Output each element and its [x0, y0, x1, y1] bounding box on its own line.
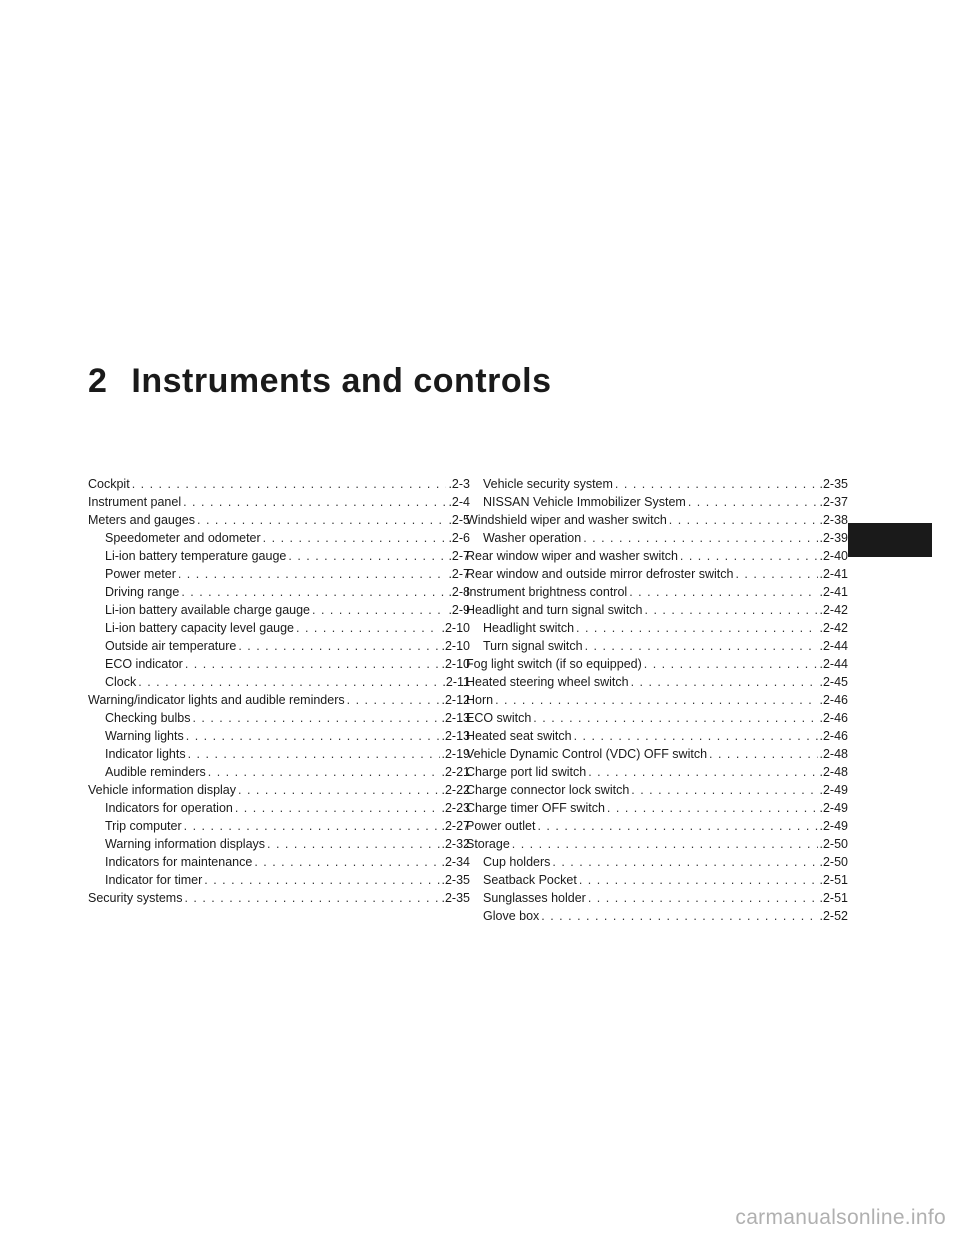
- toc-left-column: [88, 475, 470, 907]
- toc-leader-dots: [552, 853, 817, 871]
- toc-leader-dots: [235, 799, 440, 817]
- toc-leader-dots: [181, 583, 446, 601]
- toc-entry-page: .2-49: [819, 819, 848, 833]
- toc-entry-label: Turn signal switch: [483, 639, 583, 653]
- toc-entry-label: Horn: [466, 693, 494, 707]
- toc-entry[interactable]: [88, 637, 470, 655]
- toc-entry-label: Headlight switch: [483, 621, 575, 635]
- toc-leader-dots: [631, 673, 818, 691]
- toc-entry-page: .2-22: [441, 783, 470, 797]
- toc-leader-dots: [533, 709, 817, 727]
- toc-entry-label: Power outlet: [466, 819, 536, 833]
- toc-entry-page: .2-7: [448, 549, 470, 563]
- toc-entry-page: .2-48: [819, 765, 848, 779]
- toc-entry-page: .2-9: [448, 603, 470, 617]
- toc-entry[interactable]: [466, 817, 848, 835]
- toc-entry-label: Li-ion battery temperature gauge: [105, 549, 287, 563]
- toc-entry-page: .2-37: [819, 495, 848, 509]
- toc-leader-dots: [735, 565, 817, 583]
- toc-entry-label: Warning information displays: [105, 837, 266, 851]
- toc-entry-page: .2-13: [441, 729, 470, 743]
- chapter-tab: [848, 523, 932, 557]
- toc-entry-label: Power meter: [105, 567, 176, 581]
- toc-entry[interactable]: [88, 691, 470, 709]
- toc-entry-label: Storage: [466, 837, 510, 851]
- toc-entry-label: Indicator for timer: [105, 873, 203, 887]
- toc-entry[interactable]: [88, 871, 470, 889]
- toc-leader-dots: [669, 511, 818, 529]
- toc-entry[interactable]: [88, 781, 470, 799]
- toc-entry[interactable]: [466, 565, 848, 583]
- toc-entry[interactable]: [88, 673, 470, 691]
- toc-entry-label: Heated steering wheel switch: [466, 675, 629, 689]
- toc-entry-page: .2-19: [441, 747, 470, 761]
- toc-entry[interactable]: [466, 529, 848, 547]
- toc-entry-page: .2-42: [819, 603, 848, 617]
- toc-entry-page: .2-39: [819, 531, 848, 545]
- toc-entry[interactable]: [88, 529, 470, 547]
- toc-entry-page: .2-32: [441, 837, 470, 851]
- toc-entry[interactable]: [88, 619, 470, 637]
- toc-entry[interactable]: [466, 709, 848, 727]
- toc-entry-page: .2-48: [819, 747, 848, 761]
- toc-leader-dots: [238, 781, 440, 799]
- toc-entry-page: .2-10: [441, 657, 470, 671]
- toc-entry[interactable]: [466, 583, 848, 601]
- toc-leader-dots: [631, 781, 817, 799]
- toc-leader-dots: [512, 835, 818, 853]
- toc-entry-label: Clock: [105, 675, 137, 689]
- toc-entry-label: Vehicle Dynamic Control (VDC) OFF switch: [466, 747, 708, 761]
- toc-leader-dots: [184, 817, 440, 835]
- toc-entry-page: .2-3: [448, 477, 470, 491]
- toc-entry-label: Sunglasses holder: [483, 891, 586, 905]
- toc-leader-dots: [178, 565, 447, 583]
- toc-entry-label: Fog light switch (if so equipped): [466, 657, 642, 671]
- toc-leader-dots: [615, 475, 818, 493]
- toc-entry-page: .2-23: [441, 801, 470, 815]
- toc-entry-label: Glove box: [483, 909, 540, 923]
- toc-entry-page: .2-51: [819, 891, 848, 905]
- toc-entry[interactable]: [88, 709, 470, 727]
- toc-entry-label: Cockpit: [88, 477, 130, 491]
- toc-entry-page: .2-46: [819, 729, 848, 743]
- toc-entry[interactable]: [466, 871, 848, 889]
- toc-entry[interactable]: [466, 889, 848, 907]
- toc-entry[interactable]: [466, 601, 848, 619]
- toc-leader-dots: [644, 655, 818, 673]
- toc-leader-dots: [709, 745, 817, 763]
- toc-entry-label: Heated seat switch: [466, 729, 572, 743]
- toc-entry-label: Charge connector lock switch: [466, 783, 630, 797]
- toc-leader-dots: [688, 493, 818, 511]
- toc-leader-dots: [204, 871, 439, 889]
- toc-leader-dots: [296, 619, 439, 637]
- toc-leader-dots: [138, 673, 440, 691]
- toc-entry[interactable]: [88, 547, 470, 565]
- toc-entry-page: .2-6: [448, 531, 470, 545]
- toc-entry-label: Charge timer OFF switch: [466, 801, 605, 815]
- toc-entry-label: Speedometer and odometer: [105, 531, 261, 545]
- toc-entry-label: Meters and gauges: [88, 513, 196, 527]
- toc-entry-label: Indicators for operation: [105, 801, 233, 815]
- toc-entry[interactable]: [466, 691, 848, 709]
- toc-entry-page: .2-13: [441, 711, 470, 725]
- toc-entry-page: .2-49: [819, 783, 848, 797]
- toc-entry-page: .2-8: [448, 585, 470, 599]
- toc-entry-page: .2-12: [441, 693, 470, 707]
- toc-leader-dots: [185, 655, 440, 673]
- toc-entry-label: Checking bulbs: [105, 711, 191, 725]
- toc-entry-label: ECO indicator: [105, 657, 183, 671]
- toc-entry-page: .2-34: [441, 855, 470, 869]
- toc-leader-dots: [197, 511, 446, 529]
- toc-entry-page: .2-51: [819, 873, 848, 887]
- toc-entry-label: Rear window and outside mirror defroster switch: [466, 567, 734, 581]
- toc-entry-label: Seatback Pocket: [483, 873, 577, 887]
- toc-entry[interactable]: [88, 511, 470, 529]
- toc-leader-dots: [585, 637, 818, 655]
- toc-entry-page: .2-50: [819, 855, 848, 869]
- toc-entry[interactable]: [88, 601, 470, 619]
- toc-entry-page: .2-52: [819, 909, 848, 923]
- toc-leader-dots: [629, 583, 817, 601]
- toc-leader-dots: [495, 691, 817, 709]
- toc-entry-label: Warning lights: [105, 729, 184, 743]
- toc-entry[interactable]: [88, 853, 470, 871]
- toc-leader-dots: [680, 547, 818, 565]
- toc-leader-dots: [347, 691, 440, 709]
- toc-entry[interactable]: [466, 745, 848, 763]
- toc-leader-dots: [184, 889, 439, 907]
- toc-leader-dots: [645, 601, 818, 619]
- toc-leader-dots: [576, 619, 817, 637]
- toc-entry[interactable]: [466, 781, 848, 799]
- toc-entry[interactable]: [88, 817, 470, 835]
- toc-entry-label: Li-ion battery capacity level gauge: [105, 621, 295, 635]
- chapter-title: [88, 362, 551, 401]
- toc-entry-label: Instrument brightness control: [466, 585, 628, 599]
- toc-entry-label: Li-ion battery available charge gauge: [105, 603, 310, 617]
- toc-entry-label: ECO switch: [466, 711, 532, 725]
- toc-entry[interactable]: [466, 907, 848, 925]
- toc-leader-dots: [579, 871, 818, 889]
- toc-entry-label: Vehicle information display: [88, 783, 236, 797]
- toc-entry[interactable]: [466, 619, 848, 637]
- toc-entry-label: Washer operation: [483, 531, 582, 545]
- toc-right-column: [466, 475, 848, 925]
- toc-entry[interactable]: [88, 565, 470, 583]
- toc-entry[interactable]: [88, 835, 470, 853]
- toc-entry-label: Indicator lights: [105, 747, 186, 761]
- toc-entry[interactable]: [466, 835, 848, 853]
- toc-entry-page: .2-45: [819, 675, 848, 689]
- toc-entry-page: .2-46: [819, 693, 848, 707]
- toc-entry-label: Instrument panel: [88, 495, 182, 509]
- toc-entry[interactable]: [466, 853, 848, 871]
- toc-entry-label: Windshield wiper and washer switch: [466, 513, 667, 527]
- toc-entry[interactable]: [88, 799, 470, 817]
- toc-entry-page: .2-42: [819, 621, 848, 635]
- toc-entry-label: Vehicle security system: [483, 477, 613, 491]
- toc-entry-page: .2-10: [441, 639, 470, 653]
- toc-entry-label: Driving range: [105, 585, 180, 599]
- toc-entry[interactable]: [88, 475, 470, 493]
- toc-entry-page: .2-46: [819, 711, 848, 725]
- toc-entry-page: .2-50: [819, 837, 848, 851]
- toc-leader-dots: [537, 817, 817, 835]
- toc-entry[interactable]: [88, 889, 470, 907]
- toc-entry[interactable]: [466, 475, 848, 493]
- toc-entry-page: .2-38: [819, 513, 848, 527]
- toc-entry-label: NISSAN Vehicle Immobilizer System: [483, 495, 686, 509]
- toc-entry[interactable]: [466, 511, 848, 529]
- toc-leader-dots: [288, 547, 446, 565]
- toc-entry-page: .2-10: [441, 621, 470, 635]
- toc-entry-page: .2-35: [441, 873, 470, 887]
- toc-entry[interactable]: [88, 745, 470, 763]
- toc-entry[interactable]: [88, 583, 470, 601]
- toc-entry-label: Security systems: [88, 891, 183, 905]
- toc-leader-dots: [588, 889, 818, 907]
- toc-entry-label: Rear window wiper and washer switch: [466, 549, 678, 563]
- toc-entry-page: .2-41: [819, 585, 848, 599]
- toc-entry[interactable]: [466, 763, 848, 781]
- toc-entry-label: Audible reminders: [105, 765, 206, 779]
- toc-entry-page: .2-4: [448, 495, 470, 509]
- toc-leader-dots: [588, 763, 817, 781]
- toc-entry-page: .2-49: [819, 801, 848, 815]
- toc-entry[interactable]: [466, 799, 848, 817]
- toc-leader-dots: [238, 637, 439, 655]
- toc-entry-label: Trip computer: [105, 819, 182, 833]
- toc-entry-page: .2-35: [441, 891, 470, 905]
- toc-leader-dots: [607, 799, 818, 817]
- toc-entry[interactable]: [466, 673, 848, 691]
- toc-entry-label: Indicators for maintenance: [105, 855, 253, 869]
- chapter-number: 2: [88, 362, 108, 400]
- toc-entry-page: .2-35: [819, 477, 848, 491]
- toc-entry[interactable]: [466, 655, 848, 673]
- toc-entry-page: .2-40: [819, 549, 848, 563]
- toc-entry[interactable]: [88, 763, 470, 781]
- toc-entry[interactable]: [88, 727, 470, 745]
- toc-leader-dots: [186, 727, 440, 745]
- toc-entry[interactable]: [88, 493, 470, 511]
- toc-entry-page: .2-44: [819, 657, 848, 671]
- toc-leader-dots: [541, 907, 817, 925]
- toc-leader-dots: [188, 745, 440, 763]
- toc-leader-dots: [583, 529, 817, 547]
- toc-entry-page: .2-41: [819, 567, 848, 581]
- toc-entry-label: Headlight and turn signal switch: [466, 603, 643, 617]
- toc-entry-label: Cup holders: [483, 855, 551, 869]
- watermark: carmanualsonline.info: [735, 1206, 946, 1229]
- toc-entry[interactable]: [466, 547, 848, 565]
- toc-entry-page: .2-21: [441, 765, 470, 779]
- toc-entry-page: .2-5: [448, 513, 470, 527]
- toc-leader-dots: [312, 601, 446, 619]
- toc-leader-dots: [574, 727, 818, 745]
- toc-leader-dots: [254, 853, 439, 871]
- toc-entry-label: Outside air temperature: [105, 639, 237, 653]
- toc-leader-dots: [192, 709, 439, 727]
- toc-entry[interactable]: [466, 637, 848, 655]
- toc-leader-dots: [183, 493, 446, 511]
- toc-entry[interactable]: [466, 727, 848, 745]
- toc-leader-dots: [132, 475, 447, 493]
- toc-leader-dots: [263, 529, 447, 547]
- toc-entry-label: Warning/indicator lights and audible reminders: [88, 693, 345, 707]
- toc-entry-page: .2-44: [819, 639, 848, 653]
- toc-entry[interactable]: [88, 655, 470, 673]
- toc-leader-dots: [267, 835, 439, 853]
- toc-entry-page: .2-7: [448, 567, 470, 581]
- toc-entry-page: .2-11: [442, 675, 470, 689]
- toc-entry-label: Charge port lid switch: [466, 765, 587, 779]
- toc-leader-dots: [208, 763, 440, 781]
- toc-entry-page: .2-27: [441, 819, 470, 833]
- toc-entry[interactable]: [466, 493, 848, 511]
- chapter-title-text: Instruments and controls: [131, 362, 552, 400]
